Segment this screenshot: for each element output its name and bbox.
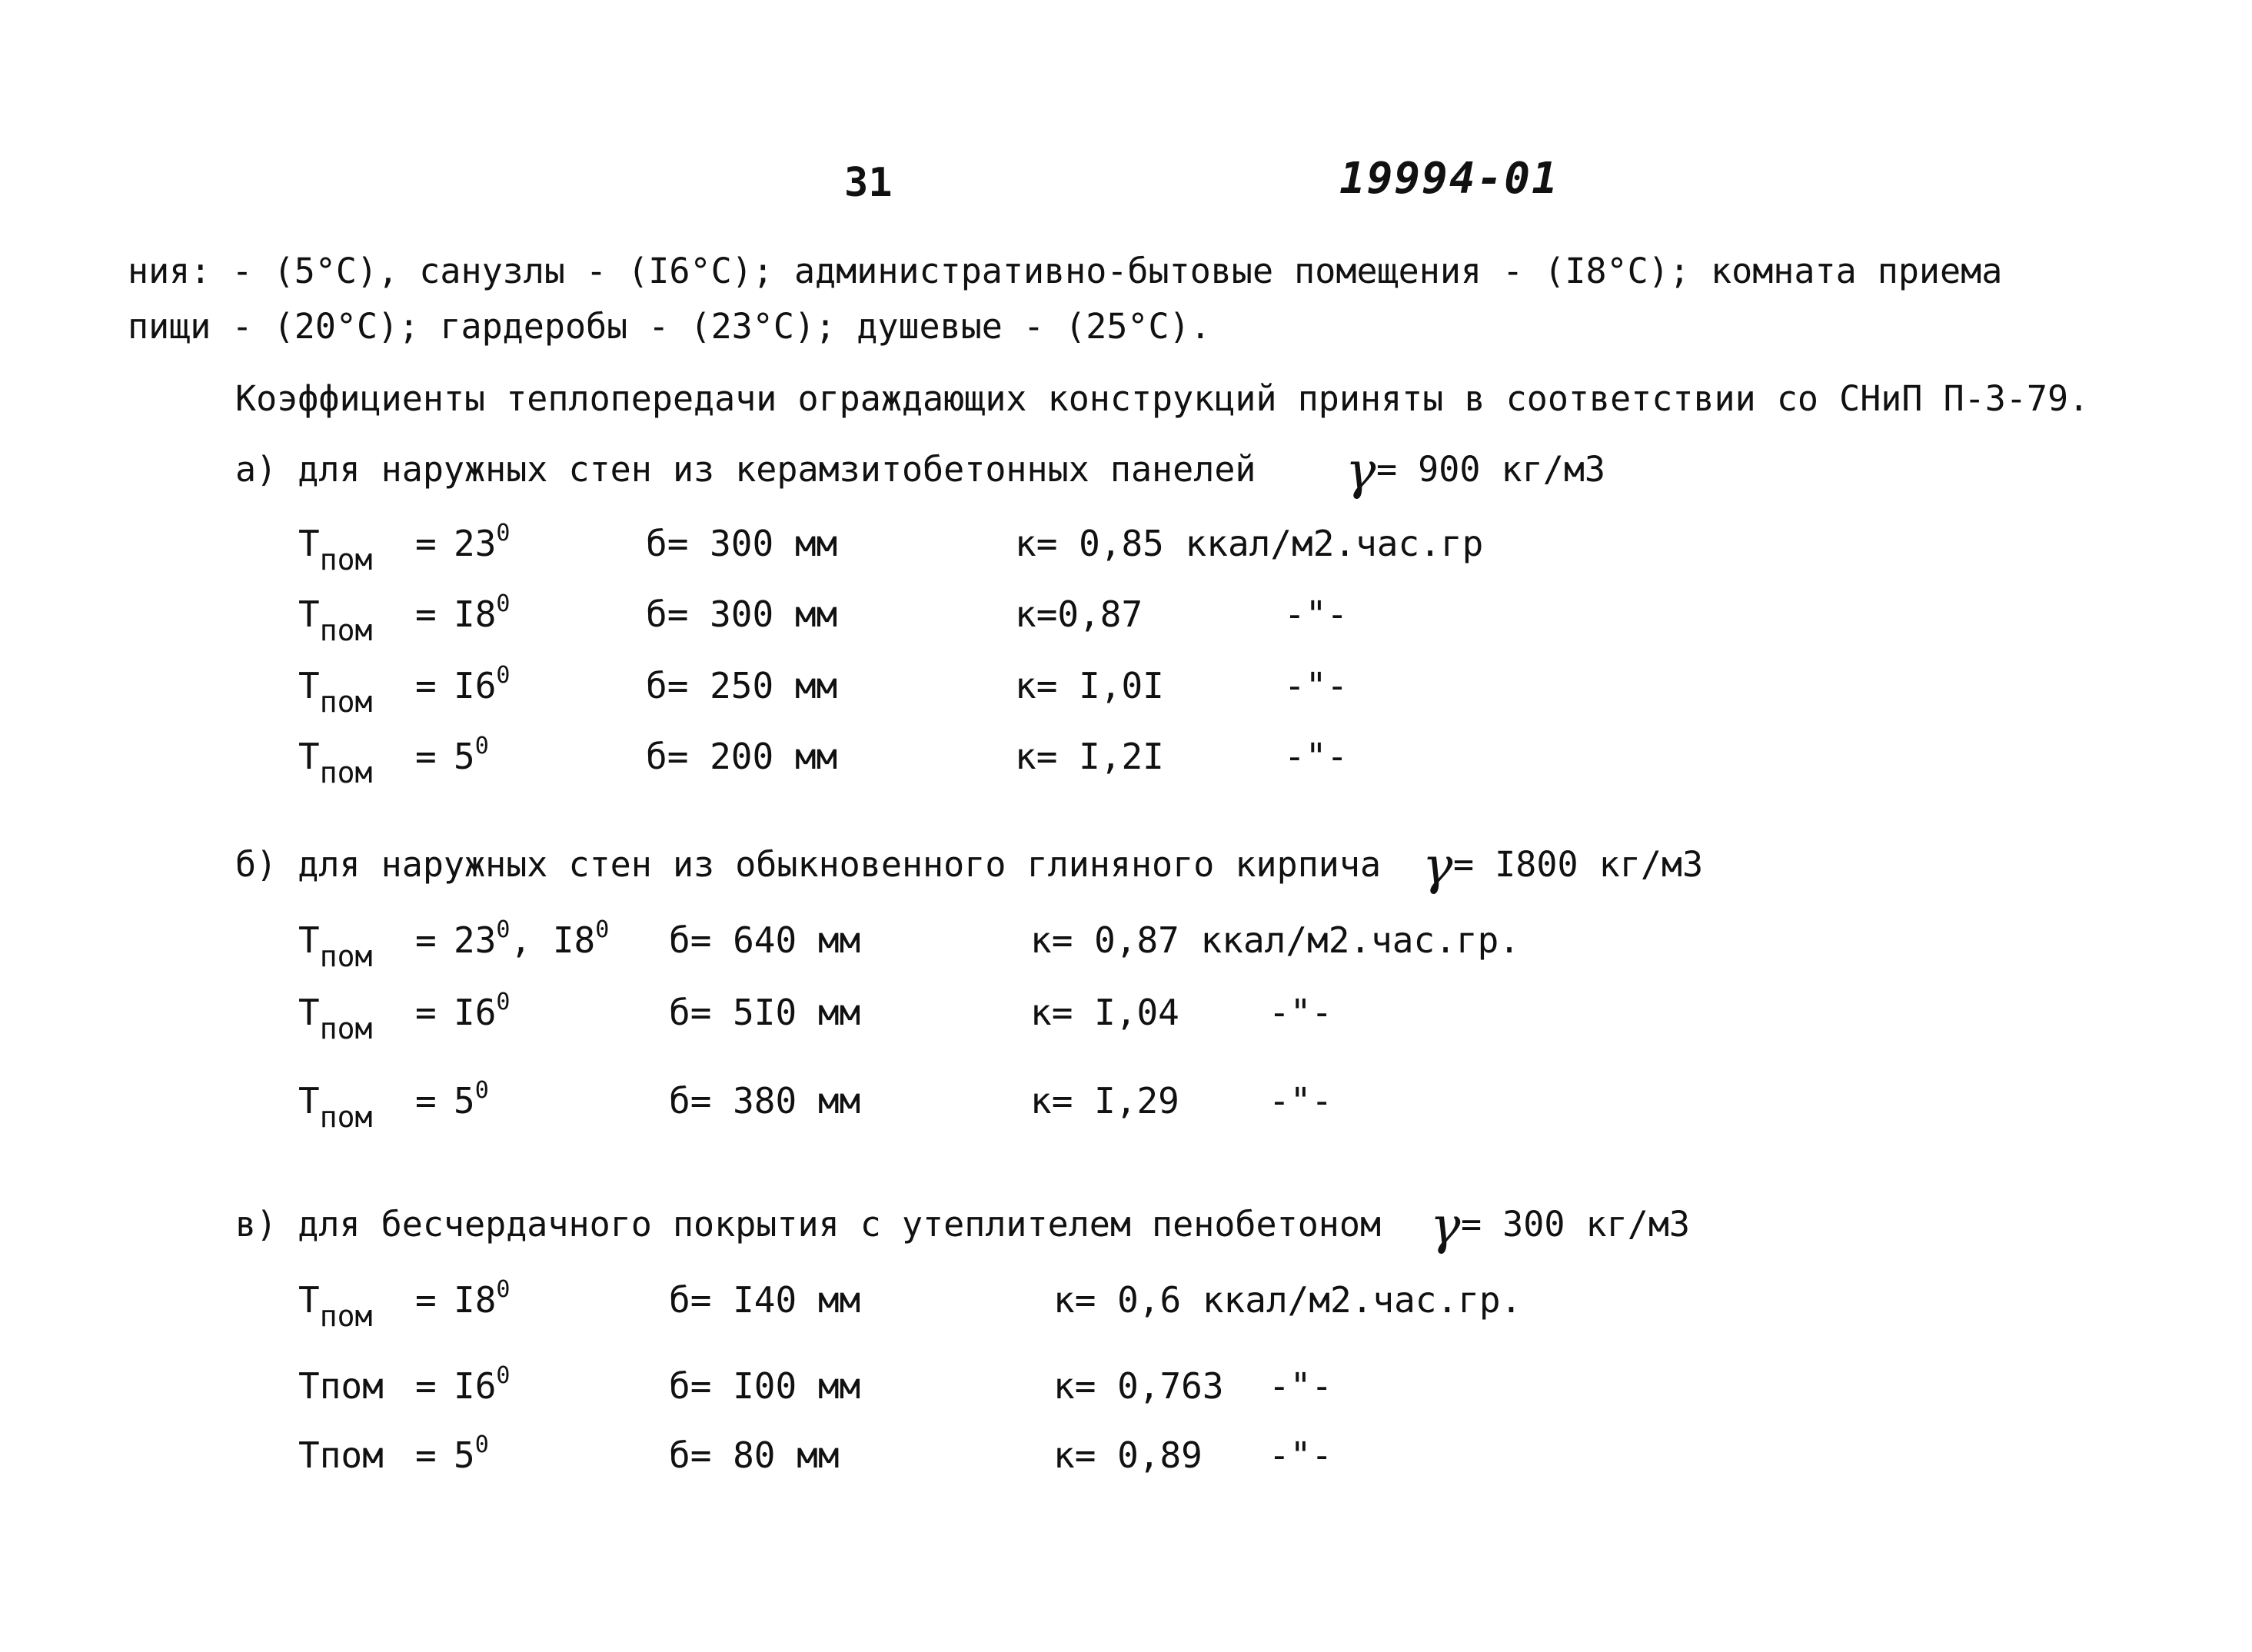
coefficient-value: к= I,04 xyxy=(1030,992,1179,1033)
label-subscript: пом xyxy=(319,1012,373,1045)
label-t: Т xyxy=(298,992,320,1033)
room-temperature-label xyxy=(298,919,373,973)
label-subscript: пом xyxy=(319,756,373,789)
table-row xyxy=(0,1276,2252,1333)
section-heading: б) для наружных стен из обыкновенного глиняного кирпича xyxy=(235,844,1382,885)
ditto-mark: -"- xyxy=(1269,1434,1333,1476)
coefficient-value: к= 0,6 ккал/м2.час.гр. xyxy=(1053,1279,1522,1321)
document-number: 19994-01 xyxy=(1339,154,1559,204)
temperature-value xyxy=(454,733,489,777)
intro-line-1: ния: - (5°С), санузлы - (I6°С); административно-бытовые помещения - (I8°С); комната приема xyxy=(128,251,2003,291)
temperature-number: 5 xyxy=(454,736,475,777)
label-t: Т xyxy=(298,665,320,706)
temperature-value xyxy=(454,590,511,635)
temperature-number: 5 xyxy=(454,1434,475,1476)
coefficient-value: к= 0,85 ккал/м2.час.гр xyxy=(1015,523,1484,564)
temperature-value xyxy=(454,989,511,1033)
coefficient-value: к= I,29 xyxy=(1030,1080,1179,1122)
temperature-number: 23 xyxy=(454,523,497,564)
table-row xyxy=(0,1362,2252,1411)
coefficient-value: к= I,0I xyxy=(1015,665,1164,706)
label-t: Т xyxy=(298,523,320,564)
degree-sign: 0 xyxy=(496,520,511,547)
temperature-number: I6 xyxy=(454,665,497,706)
label-t: Т xyxy=(298,919,320,961)
gamma-symbol: γ xyxy=(1422,836,1453,896)
room-temperature-label xyxy=(298,1365,384,1407)
gamma-symbol: γ xyxy=(1346,441,1376,500)
degree-sign: 0 xyxy=(496,662,511,689)
coefficient-value: к= 0,87 ккал/м2.час.гр. xyxy=(1030,919,1520,961)
equals-sign: = xyxy=(415,593,437,635)
table-row xyxy=(0,733,2252,789)
room-temperature-label xyxy=(298,1279,373,1333)
thickness-value: б= 200 мм xyxy=(646,736,838,777)
temperature-value xyxy=(454,662,511,706)
thickness-value: б= 5I0 мм xyxy=(669,992,861,1033)
label-subscript: пом xyxy=(319,543,373,577)
equals-sign: = xyxy=(415,736,437,777)
degree-sign: 0 xyxy=(474,733,489,760)
label-t: Т xyxy=(298,1279,320,1321)
statement: Коэффициенты теплопередачи ограждающих конструкций приняты в соответствии со СНиП П-3-79. xyxy=(235,378,2090,419)
degree-sign: 0 xyxy=(496,1276,511,1303)
intro-line-2: пищи - (20°С); гардеробы - (23°С); душевые - (25°С). xyxy=(128,306,1211,347)
room-temperature-label xyxy=(298,665,373,719)
temperature-number: 5 xyxy=(454,1080,475,1122)
table-row xyxy=(0,916,2252,973)
temperature-number: I8 xyxy=(454,593,497,635)
room-temperature-label xyxy=(298,736,373,789)
table-row xyxy=(0,590,2252,647)
density-value: = 900 кг/м3 xyxy=(1376,449,1606,490)
temperature-value xyxy=(454,520,511,564)
table-row xyxy=(0,1077,2252,1134)
page-number: 31 xyxy=(844,160,893,206)
table-row xyxy=(0,989,2252,1045)
coefficient-value: к= I,2I xyxy=(1015,736,1164,777)
temperature-value xyxy=(454,1431,489,1476)
room-temperature-label xyxy=(298,992,373,1045)
equals-sign: = xyxy=(415,665,437,706)
coefficient-value: к=0,87 xyxy=(1015,593,1143,635)
temperature-number: 23 xyxy=(454,919,497,961)
degree-sign: 0 xyxy=(474,1431,489,1458)
room-temperature-label xyxy=(298,1080,373,1134)
density-value: = I800 кг/м3 xyxy=(1453,844,1704,885)
label-subscript: пом xyxy=(319,685,373,719)
density-value: = 300 кг/м3 xyxy=(1461,1204,1691,1245)
label-t: Т xyxy=(298,1080,320,1122)
ditto-mark: -"- xyxy=(1284,665,1349,706)
degree-sign: 0 xyxy=(496,989,511,1015)
ditto-mark: -"- xyxy=(1284,593,1349,635)
thickness-value: б= 80 мм xyxy=(669,1434,840,1476)
room-temperature-label xyxy=(298,1434,384,1476)
ditto-mark: -"- xyxy=(1269,1365,1333,1407)
thickness-value: б= I00 мм xyxy=(669,1365,861,1407)
equals-sign: = xyxy=(415,992,437,1033)
degree-sign: 0 xyxy=(496,590,511,617)
room-temperature-label xyxy=(298,593,373,647)
label-text: Тпом xyxy=(298,1434,384,1476)
label-subscript: пом xyxy=(319,613,373,647)
thickness-value: б= 300 мм xyxy=(646,523,838,564)
equals-sign: = xyxy=(415,523,437,564)
temperature-number: I8 xyxy=(454,1279,497,1321)
room-temperature-label xyxy=(298,523,373,577)
equals-sign: = xyxy=(415,1279,437,1321)
thickness-value: б= 300 мм xyxy=(646,593,838,635)
temperature-value xyxy=(454,1276,511,1321)
coefficient-value: к= 0,89 xyxy=(1053,1434,1203,1476)
ditto-mark: -"- xyxy=(1284,736,1349,777)
ditto-mark: -"- xyxy=(1269,992,1333,1033)
label-subscript: пом xyxy=(319,939,373,973)
degree-sign: 0 xyxy=(474,1077,489,1104)
label-text: Тпом xyxy=(298,1365,384,1407)
thickness-value: б= 640 мм xyxy=(669,919,861,961)
equals-sign: = xyxy=(415,919,437,961)
thickness-value: б= 380 мм xyxy=(669,1080,861,1122)
thickness-value: б= 250 мм xyxy=(646,665,838,706)
temperature-value xyxy=(454,916,610,961)
table-row xyxy=(0,662,2252,719)
table-row xyxy=(0,1431,2252,1481)
temperature-number-2: I8 xyxy=(552,919,596,961)
section-heading: а) для наружных стен из керамзитобетонных панелей xyxy=(235,449,1256,490)
section-heading: в) для бесчердачного покрытия с утеплителем пенобетоном xyxy=(235,1204,1382,1245)
comma: , xyxy=(510,919,553,961)
coefficient-value: к= 0,763 xyxy=(1053,1365,1224,1407)
temperature-value xyxy=(454,1077,489,1122)
equals-sign: = xyxy=(415,1365,437,1407)
label-subscript: пом xyxy=(319,1299,373,1333)
label-t: Т xyxy=(298,736,320,777)
table-row xyxy=(0,520,2252,577)
degree-sign: 0 xyxy=(496,916,511,943)
equals-sign: = xyxy=(415,1080,437,1122)
temperature-number: I6 xyxy=(454,992,497,1033)
equals-sign: = xyxy=(415,1434,437,1476)
temperature-value xyxy=(454,1362,511,1407)
temperature-number: I6 xyxy=(454,1365,497,1407)
gamma-symbol: γ xyxy=(1430,1196,1461,1255)
ditto-mark: -"- xyxy=(1269,1080,1333,1122)
label-subscript: пом xyxy=(319,1100,373,1134)
label-t: Т xyxy=(298,593,320,635)
degree-sign: 0 xyxy=(496,1362,511,1389)
degree-sign: 0 xyxy=(595,916,610,943)
thickness-value: б= I40 мм xyxy=(669,1279,861,1321)
